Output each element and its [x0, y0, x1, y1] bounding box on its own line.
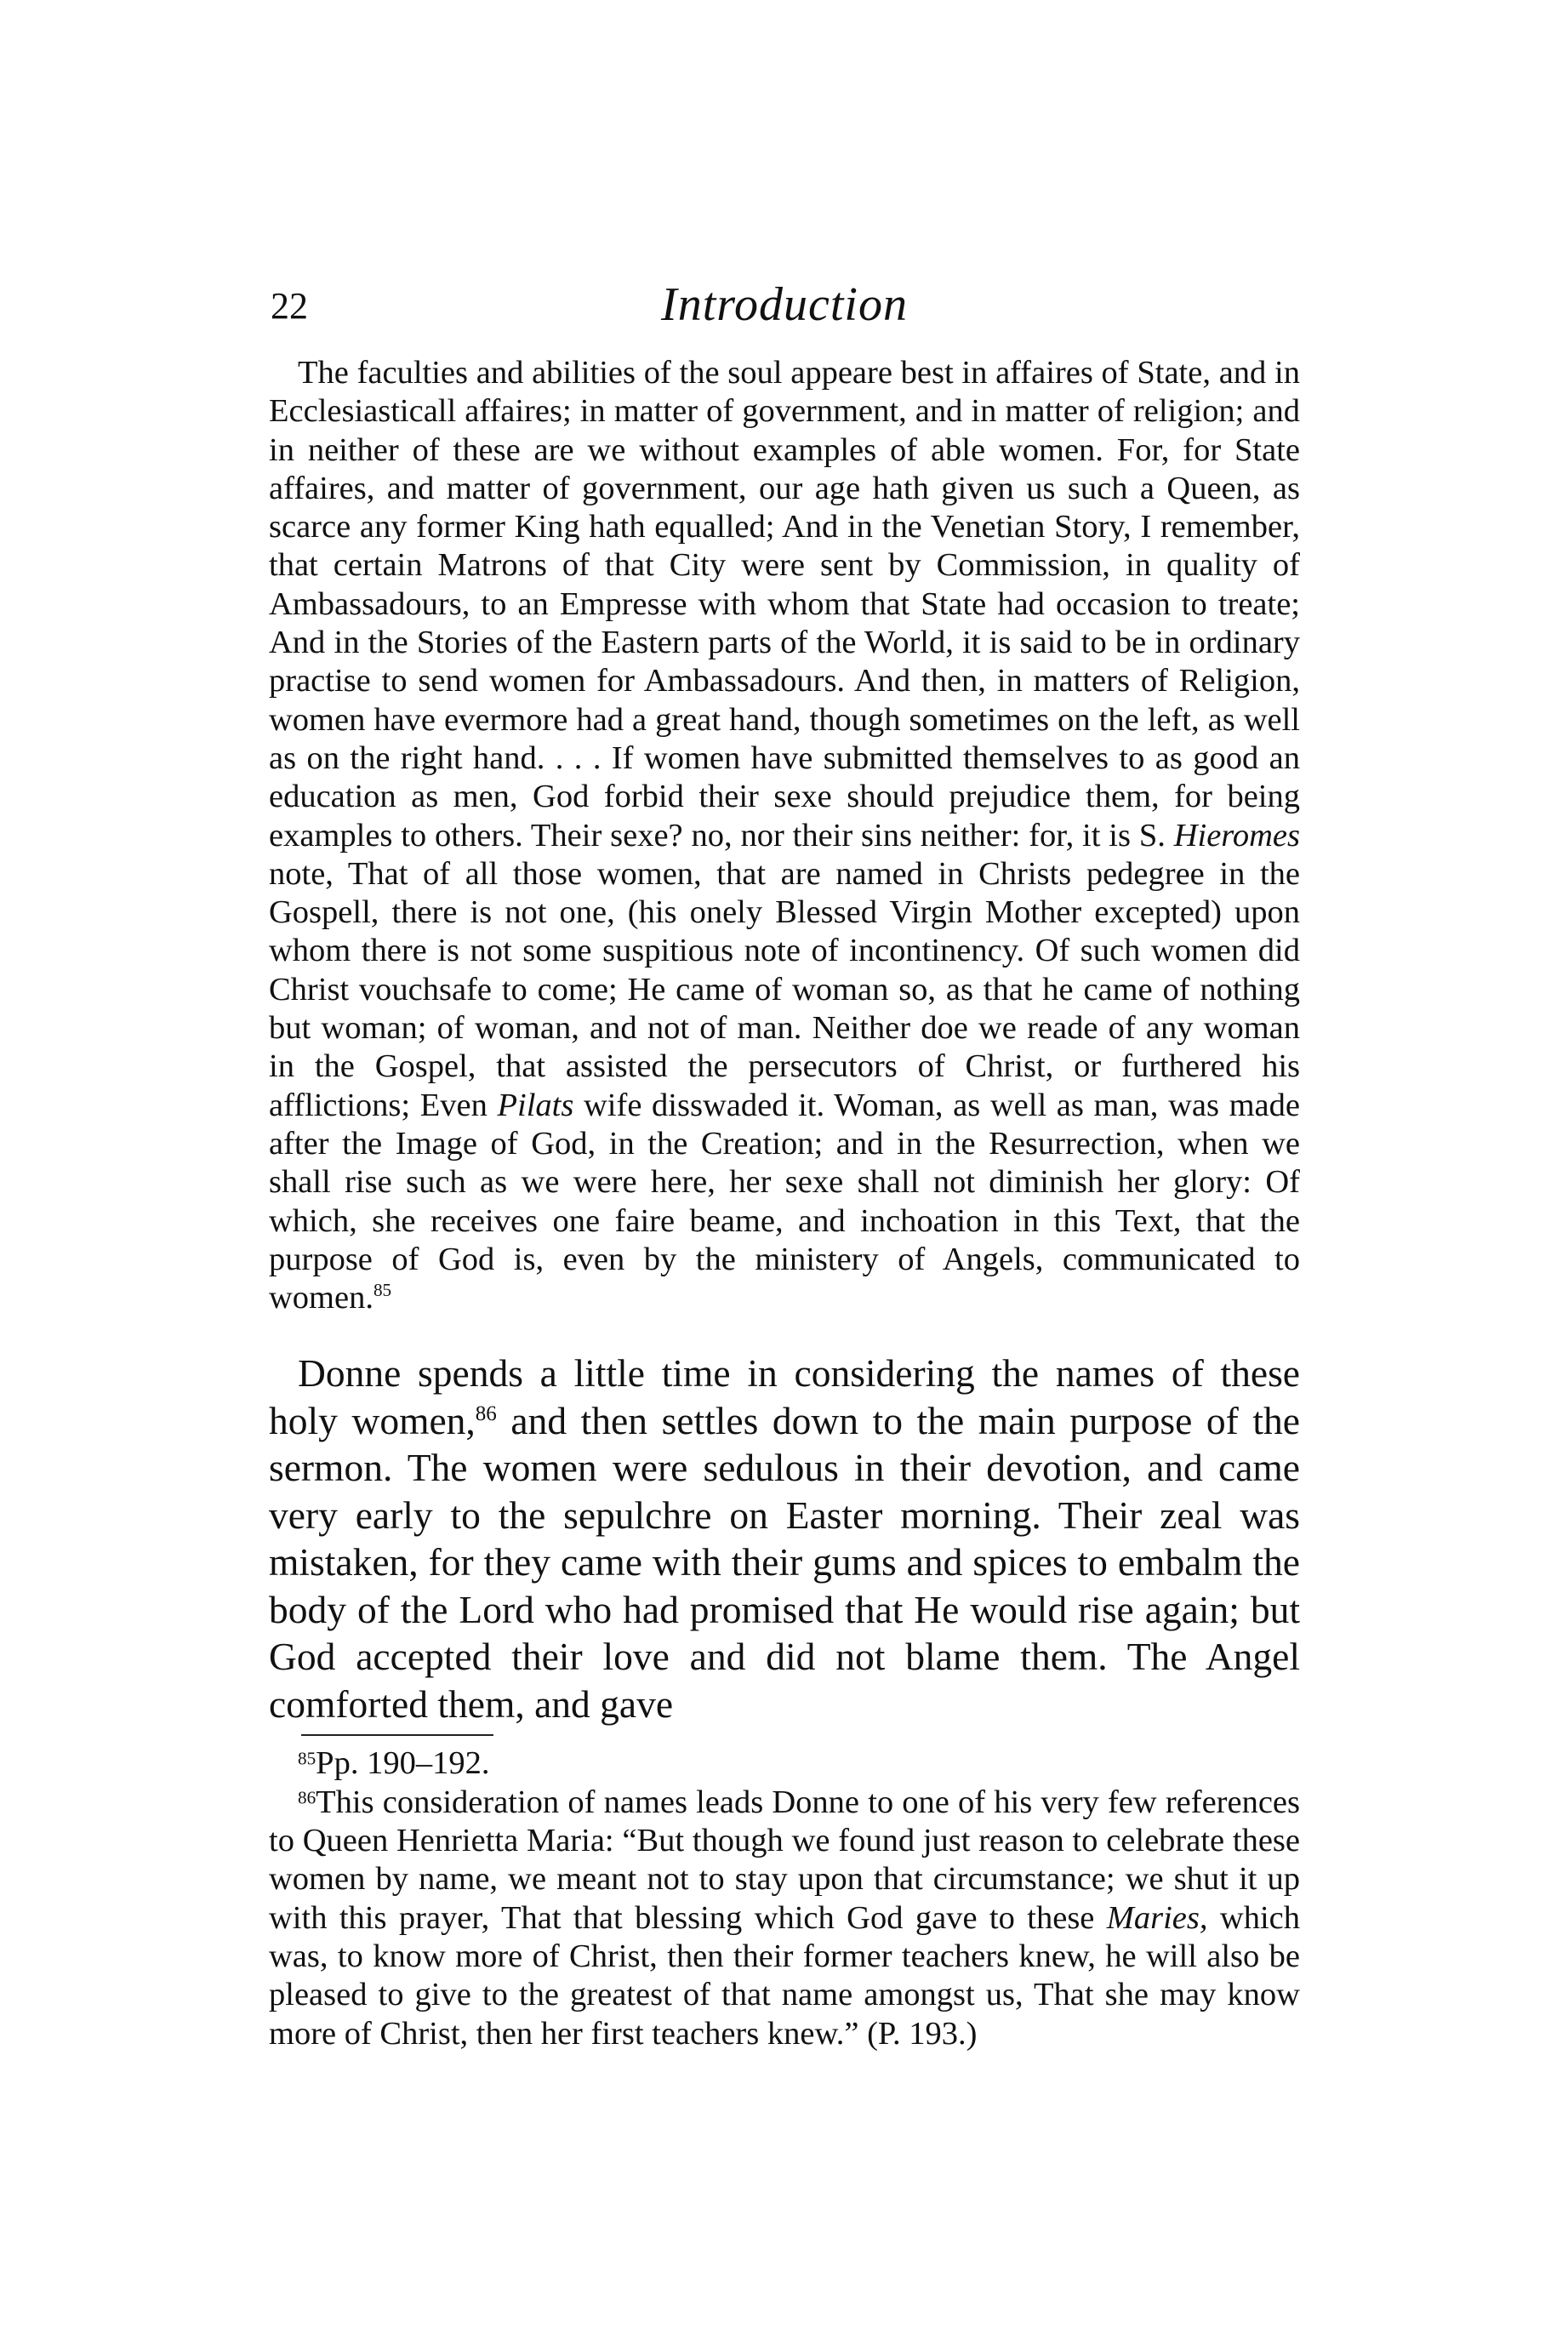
footnote-mark: 85 — [298, 1748, 316, 1769]
running-title: Introduction — [661, 278, 908, 331]
page-content — [269, 278, 1300, 2053]
quote-italic-pilats: Pilats — [497, 1087, 574, 1123]
body-text: Donne spends a little time in considering the names of these holy women, — [269, 1351, 1300, 1442]
footnote-divider — [301, 1734, 493, 1736]
footnote-text: which was, to know more of Christ, then their former teachers knew, he will also be pleased to give to the greatest of that name amongst us, That she may know more of Christ, then her first teachers knew.” (P. 193.) — [269, 1899, 1300, 2052]
footnote-86 — [269, 1784, 1300, 2053]
block-quote — [269, 354, 1300, 1317]
page-number: 22 — [271, 285, 308, 327]
body-paragraph — [269, 1350, 1300, 1727]
body-text: and then settles down to the main purpose of the sermon. The women were sedulous in their devotion, and came very early to the sepulchre on Easter morning. Their zeal was mistaken, for they came with their gums and spices to embalm the body of the Lord who had promised that He would rise again; but God accepted their love and did not blame them. The Angel comforted them, and gave — [269, 1398, 1300, 1726]
footnote-text: Pp. 190–192. — [316, 1745, 490, 1782]
footnote-ref-85[interactable]: 85 — [373, 1280, 392, 1301]
footnote-mark: 86 — [298, 1787, 316, 1808]
running-head — [269, 278, 1300, 342]
quote-text: The faculties and abilities of the soul appeare best in affaires of State, and in Ecclesiasticall affaires; in matter of government, and in matter of religion; and in neither of these are we without examples of able women. For, for State affaires, and matter of government, our age hath given us such a Queen, as scarce any former King hath equalled; And in the Venetian Story, I remember, that certain Matrons of that City were sent by Commission, in quality of Ambassadours, to an Empresse with whom that State had occasion to treate; And in the Stories of the Eastern parts of the World, it is said to be in ordinary practise to send women for Ambassadours. And then, in matters of Religion, women have evermore had a great hand, though sometimes on the left, as well as on the right hand. . . . If women have submitted themselves to as good an education as men, God forbid their sexe should prejudice them, for being examples to others. Their sexe? no, nor their sins neither: for, it is S. — [269, 355, 1300, 853]
quote-italic-hieromes: Hieromes — [1173, 817, 1300, 853]
footnote-ref-86[interactable]: 86 — [475, 1401, 497, 1425]
footnote-italic-maries: Maries, — [1106, 1899, 1208, 1936]
quote-text: wife disswaded it. Woman, as well as man, was made after the Image of God, in the Creation; and in the Resurrection, when we shall rise such as we were here, her sexe shall not diminish her glory: Of which, she receives one faire beame, and inchoation in this Text, that the purpose of God is, even by the ministery of Angels, communicated to women. — [269, 1087, 1300, 1316]
footnote-85 — [269, 1744, 1300, 1783]
quote-text: note, That of all those women, that are named in Christs pedegree in the Gospell, there is not one, (his onely Blessed Virgin Mother excepted) upon whom there is not some suspitious note of incontinency. Of such women did Christ vouchsafe to come; He came of woman so, as that he came of nothing but woman; of woman, and not of man. Neither doe we reade of any woman in the Gospel, that assisted the persecutors of Christ, or furthered his afflictions; Even — [269, 855, 1300, 1123]
footnote-text: This consideration of names leads Donne to one of his very few references to Queen Henrietta Maria: “But though we found just reason to celebrate these women by name, we meant not to stay upon that circumstance; we shut it up with this prayer, That that blessing which God gave to these — [269, 1784, 1300, 1936]
